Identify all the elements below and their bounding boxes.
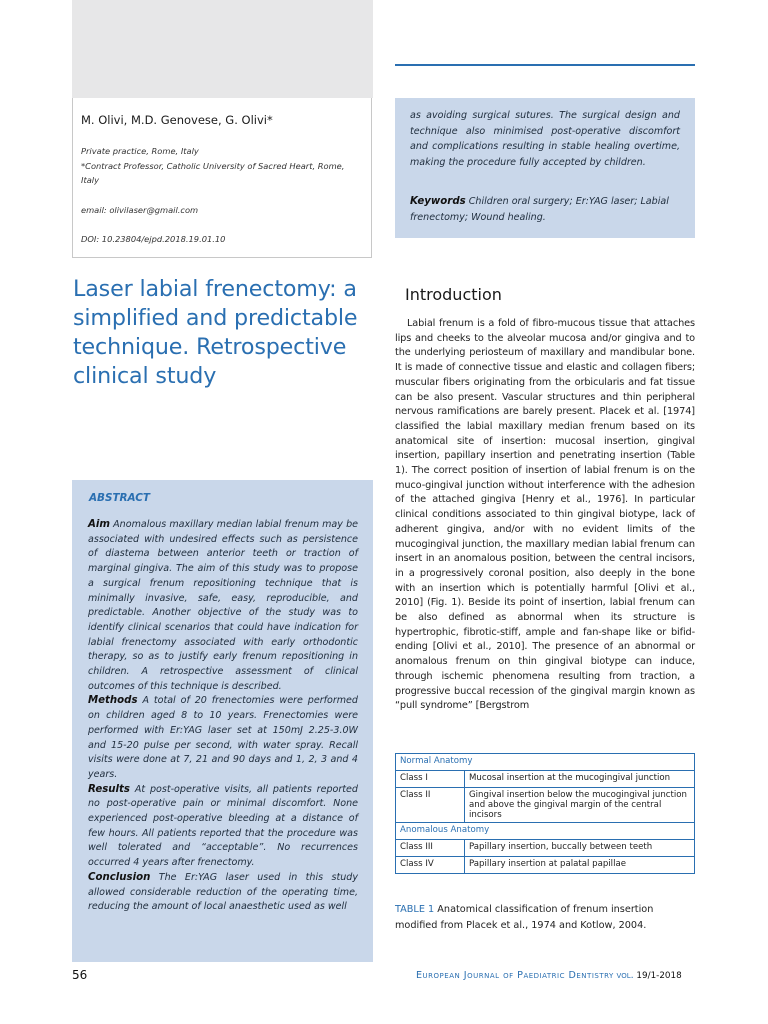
conclusion-label: Conclusion <box>88 871 151 883</box>
journal-issue: 19/1-2018 <box>636 971 682 981</box>
article-title: Laser labial frenectomy: a simplified and predictable technique. Retrospective clinical study <box>73 276 358 390</box>
table-cell-class: Class I <box>396 771 465 788</box>
doi: DOI: 10.23804/ejpd.2018.19.01.10 <box>81 234 226 244</box>
journal-footer <box>416 970 682 981</box>
aim-label: Aim <box>88 519 110 530</box>
keywords <box>410 194 682 225</box>
table-cell-description: Mucosal insertion at the mucogingival junction <box>465 771 695 788</box>
table-section-row <box>396 754 695 771</box>
table-cell-description: Papillary insertion at palatal papillae <box>465 857 695 874</box>
keywords-text: Children oral surgery; Er:YAG laser; Labial frenectomy; Wound healing. <box>410 196 669 223</box>
abstract-methods <box>88 694 358 782</box>
table-row <box>396 857 695 874</box>
affiliations <box>81 144 363 188</box>
table-cell-class: Class II <box>396 788 465 823</box>
abstract-aim <box>88 518 358 694</box>
table-caption-text: Anatomical classification of frenum insertion modified from Placek et al., 1974 and Kotlow, 2004. <box>395 904 654 931</box>
abstract-results <box>88 783 358 871</box>
results-text: At post-operative visits, all patients reported no post-operative pain or minimal discomfort. None experienced post-operative bleeding at a distance of few hours. All patients reported that the procedure was well tolerated and “acceptable”. No recurrences occurred 4 years after frenectomy. <box>88 783 358 869</box>
table-row <box>396 840 695 857</box>
author-names: M. Olivi, M.D. Genovese, G. Olivi* <box>81 113 273 127</box>
abstract-continuation: as avoiding surgical sutures. The surgical design and technique also minimised post-operative discomfort and complications resulting in stable healing overtime, making the procedure fully accepted by children. <box>410 110 680 168</box>
header-gray-block <box>72 0 373 98</box>
table-caption <box>395 902 695 933</box>
page-number: 56 <box>72 968 88 982</box>
table-row <box>396 771 695 788</box>
results-label: Results <box>88 783 130 795</box>
affiliation-1: Private practice, Rome, Italy <box>81 146 199 156</box>
abstract-body <box>88 518 358 915</box>
table-cell-description: Gingival insertion below the mucogingival junction and above the gingival margin of the central incisors <box>465 788 695 823</box>
affiliation-2: *Contract Professor, Catholic University of Sacred Heart, Rome, Italy <box>81 160 345 185</box>
table-1 <box>395 753 695 874</box>
introduction-heading: Introduction <box>405 285 502 304</box>
table-row <box>396 788 695 823</box>
conclusion-text: The Er:YAG laser used in this study allowed considerable reduction of the operating time, reducing the amount of local anaesthetic used as well <box>88 871 358 913</box>
volume-label: vol. <box>616 970 634 981</box>
keywords-label: Keywords <box>410 196 466 207</box>
abstract-conclusion <box>88 871 358 915</box>
table-section-row <box>396 823 695 840</box>
table-cell-class: Class IV <box>396 857 465 874</box>
abstract-heading: ABSTRACT <box>89 492 150 504</box>
introduction-body: Labial frenum is a fold of fibro-mucous tissue that attaches lips and cheeks to the alveolar mucosa and/or gingiva and to the underlying periosteum of maxillary and mandibular bone. It is made of connective tissue and elastic and collagen fibers; muscular fibers originating from the orbicularis and fat tissue can be also present. Vascular structures and thin peripheral nervous ramifications are barely present. Placek et al. [1974] classified the labial maxillary median frenum based on its anatomical site of insertion: mucosal insertion, gingival insertion, papillary insertion and penetrating insertion (Table 1). The correct position of insertion of labial frenum is on the muco-gingival junction without interference with the adhesion of the attached gingiva [Henry et al., 1976]. In particular clinical conditions associated to thin gingival biotype, lack of adherent gingiva, and/or with no evident limits of the mucogingival junction, the maxillary median labial frenum can insert in an anomalous position, between the central incisors, in a progressively coronal position, also deeply in the bone with an insertion which is potentially harmful [Olivi et al., 2010] (Fig. 1). Beside its point of insertion, labial frenum can be also defined as abnormal when its structure is hypertrophic, fibrotic-stiff, ample and fan-shape like or bifid-ending [Olivi et al., 2010]. The presence of an abnormal or anomalous frenum on thin gingival biotype can induce, through ischemic phenomena resulting from traction, a progressive buccal recession of the gingival margin known as “pull syndrome” [Bergstrom <box>395 318 695 712</box>
table-section-normal: Normal Anatomy <box>396 754 695 771</box>
table-cell-description: Papillary insertion, buccally between teeth <box>465 840 695 857</box>
methods-label: Methods <box>88 695 138 707</box>
author-email: email: olivilaser@gmail.com <box>81 205 199 215</box>
journal-name: European Journal of Paediatric Dentistry <box>416 970 614 981</box>
header-rule <box>395 64 695 66</box>
aim-text: Anomalous maxillary median labial frenum may be associated with undesired effects such as persistence of diastema between anterior teeth or traction of marginal gingiva. The aim of this study was to propose a surgical frenum repositioning technique that is minimally invasive, safe, easy, reproducible, and predictable. Another objective of the study was to identify clinical scenarios that could have indication for labial frenectomy associated with early orthodontic therapy, so as to justify early frenum repositioning in children. A retrospective assessment of clinical outcomes of this technique is described. <box>88 519 358 692</box>
table-cell-class: Class III <box>396 840 465 857</box>
table-section-anomalous: Anomalous Anatomy <box>396 823 695 840</box>
methods-text: A total of 20 frenectomies were performed on children aged 8 to 10 years. Frenectomies were performed with Er:YAG laser set at 150mJ 2.25-3.0W and 15-20 pulse per second, with water spray. Recall visits were done at 7, 21 and 90 days and 1, 2, 3 and 4 years. <box>88 695 358 780</box>
table-caption-label: TABLE 1 <box>395 904 435 915</box>
